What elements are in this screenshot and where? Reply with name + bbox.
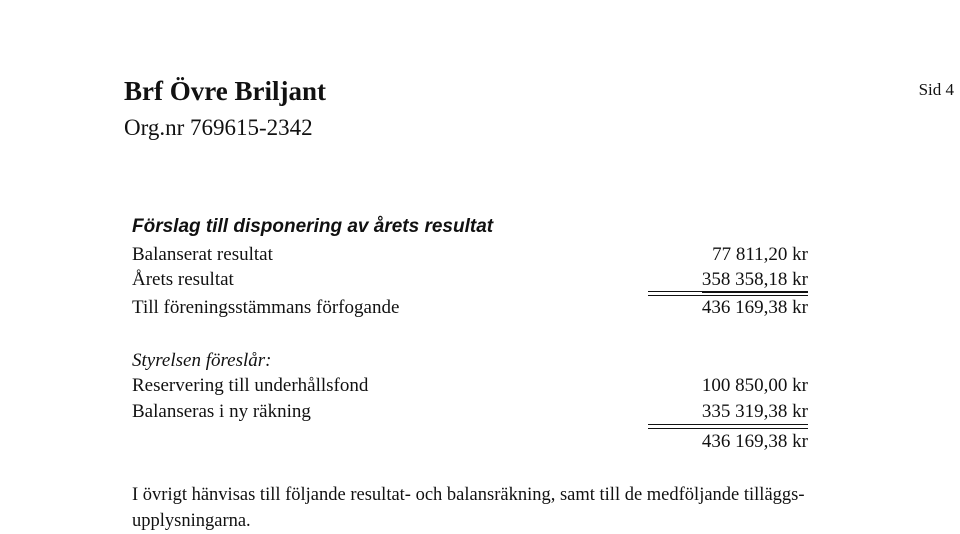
organization-name: Brf Övre Briljant	[124, 76, 326, 106]
row-label-balanserat-resultat: Balanserat resultat	[132, 244, 273, 265]
double-rule	[648, 291, 808, 296]
row-label-underhallsfond: Reservering till underhållsfond	[132, 375, 369, 396]
amount-balanserat-resultat: 77 811,20 kr	[712, 244, 808, 265]
amount-underhallsfond: 100 850,00 kr	[701, 375, 808, 396]
row-label-till-forfogande: Till föreningsstämmans förfogande	[132, 297, 400, 318]
amount-ny-rakning: 335 319,38 kr	[702, 401, 808, 425]
page-number: Sid 4	[918, 80, 954, 99]
note-paragraph: I övrigt hänvisas till följande resultat- och balansräkning, samt till de medföljande tilläggs-upplysningarna.	[132, 485, 805, 531]
row-label-arets-resultat: Årets resultat	[132, 269, 234, 290]
amount-arets-resultat: 358 358,18 kr	[702, 269, 808, 293]
organization-number: Org.nr 769615-2342	[124, 115, 313, 140]
row-label-ny-rakning: Balanseras i ny räkning	[132, 401, 311, 422]
double-rule	[648, 424, 808, 429]
proposal-title: Styrelsen föreslår:	[132, 350, 272, 371]
amount-proposal-total: 436 169,38 kr	[701, 431, 808, 452]
amount-till-forfogande: 436 169,38 kr	[701, 297, 808, 318]
section-title: Förslag till disponering av årets resultat	[132, 216, 494, 237]
